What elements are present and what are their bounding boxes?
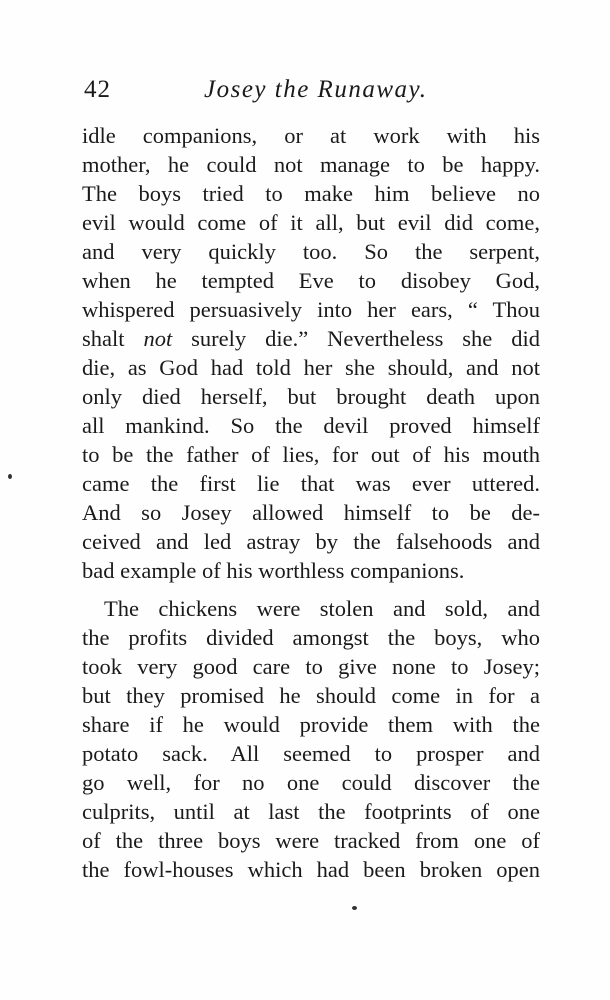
text-line-emphasis [82,324,540,353]
text-line: the profits divided amongst the boys, who [82,625,540,650]
text-line: share if he would provide them with the [82,712,540,737]
text-line: idle companions, or at work with his [82,123,540,148]
text-line: all mankind. So the devil proved himself [82,413,540,438]
text-line: And so Josey allowed himself to be de- [82,500,540,525]
text-line: the fowl-houses which had been broken open [82,857,540,882]
text-line: and very quickly too. So the serpent, [82,239,540,264]
line-fragment: surely die.” Nevertheless she did [172,326,540,351]
paragraph-1 [82,121,540,585]
text-line: when he tempted Eve to disobey God, [82,268,540,293]
text-line: potato sack. All seemed to prosper and [82,741,540,766]
text-line: came the first lie that was ever uttered. [82,471,540,496]
text-line: ceived and led astray by the falsehoods and [82,529,540,554]
paragraph-2 [82,594,540,884]
text-line: bad example of his worthless companions. [82,558,465,583]
ink-speck [352,906,357,910]
paragraph-gap [82,585,540,594]
text-line: but they promised he should come in for a [82,683,540,708]
text-line: The chickens were stolen and sold, and [104,596,540,621]
text-line: took very good care to give none to Josey; [82,654,540,679]
line-fragment: shalt [82,326,144,351]
text-line: go well, for no one could discover the [82,770,540,795]
page-header [84,76,540,110]
text-line: evil would come of it all, but evil did come, [82,210,540,235]
page-number: 42 [84,76,111,103]
text-line: mother, he could not manage to be happy. [82,152,540,177]
text-line: only died herself, but brought death upon [82,384,540,409]
text-line: to be the father of lies, for out of his mouth [82,442,540,467]
text-line: culprits, until at last the footprints of one [82,799,540,824]
text-line: The boys tried to make him believe no [82,181,540,206]
text-line: whispered persuasively into her ears, “ Thou [82,297,540,322]
emphasized-word: not [143,326,173,351]
ink-speck [8,474,12,479]
running-title: Josey the Runaway. [204,76,428,103]
body-text [82,121,540,884]
text-line: of the three boys were tracked from one of [82,828,540,853]
text-line: die, as God had told her she should, and not [82,355,540,380]
